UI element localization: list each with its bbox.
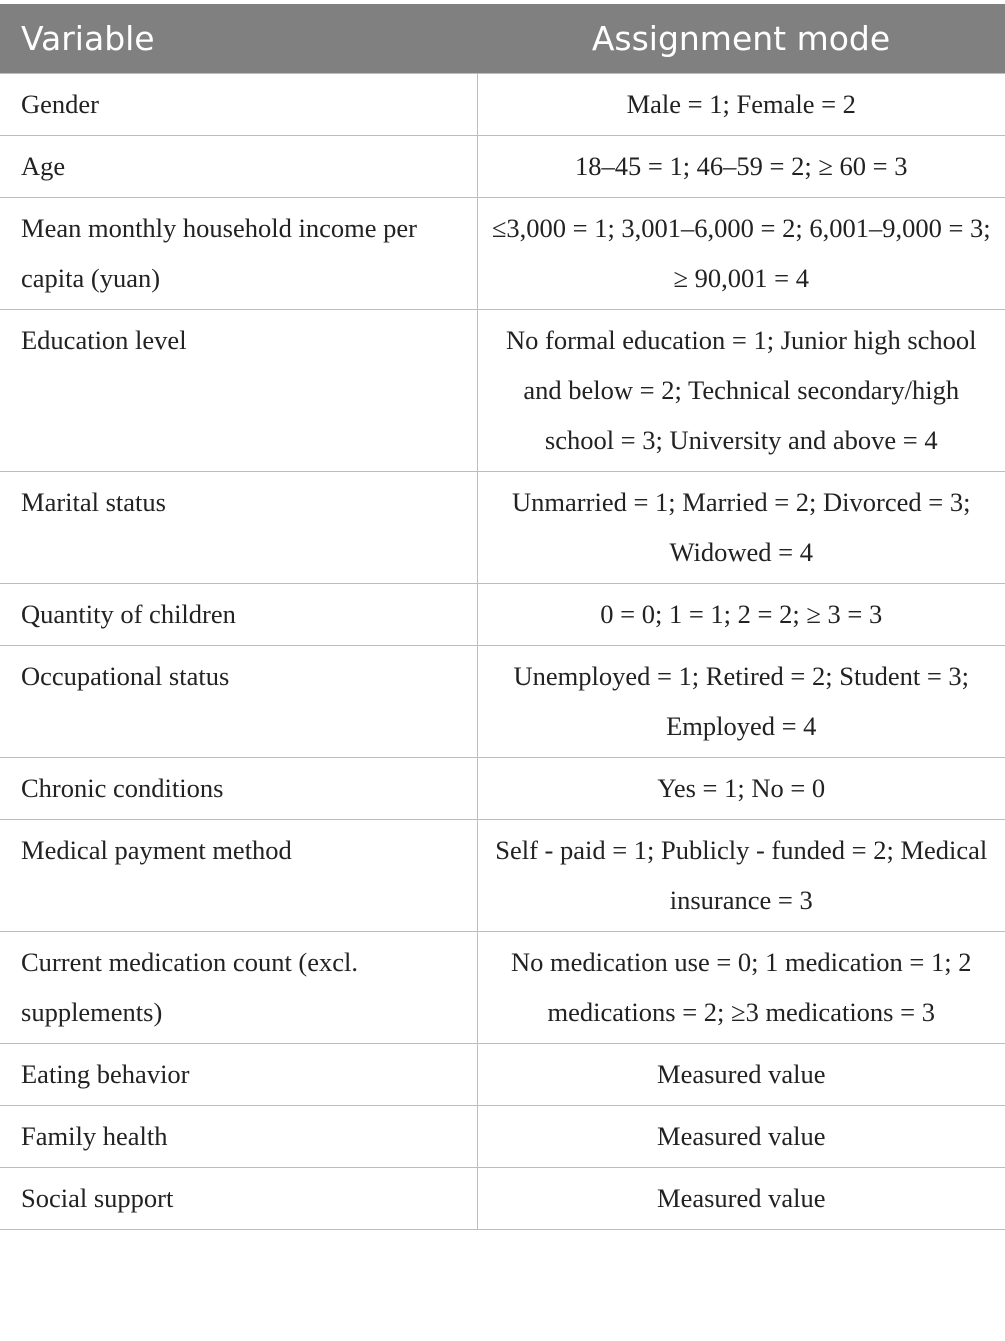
variable-cell: Marital status: [0, 472, 477, 584]
assignment-cell: Unemployed = 1; Retired = 2; Student = 3; Employed = 4: [477, 646, 1005, 758]
table-row: [0, 820, 1005, 932]
variable-cell: Chronic conditions: [0, 758, 477, 820]
assignment-cell: Yes = 1; No = 0: [477, 758, 1005, 820]
assignment-cell: Self - paid = 1; Publicly - funded = 2; Medical insurance = 3: [477, 820, 1005, 932]
variable-cell: Current medication count (excl. supplements): [0, 932, 477, 1044]
variable-cell: Eating behavior: [0, 1044, 477, 1106]
table-row: [0, 310, 1005, 472]
header-assignment-mode: Assignment mode: [477, 4, 1005, 74]
table-header-row: [0, 4, 1005, 74]
table-row: [0, 584, 1005, 646]
table-row: [0, 758, 1005, 820]
variable-cell: Social support: [0, 1168, 477, 1230]
variable-cell: Family health: [0, 1106, 477, 1168]
assignment-cell: No medication use = 0; 1 medication = 1; 2 medications = 2; ≥3 medications = 3: [477, 932, 1005, 1044]
assignment-table: [0, 4, 1005, 1230]
table-row: [0, 932, 1005, 1044]
table-row: [0, 74, 1005, 136]
table-row: [0, 136, 1005, 198]
variable-cell: Education level: [0, 310, 477, 472]
variable-cell: Gender: [0, 74, 477, 136]
assignment-cell: No formal education = 1; Junior high school and below = 2; Technical secondary/high school = 3; University and above = 4: [477, 310, 1005, 472]
assignment-cell: Measured value: [477, 1044, 1005, 1106]
assignment-cell: Measured value: [477, 1106, 1005, 1168]
assignment-cell: Measured value: [477, 1168, 1005, 1230]
table-row: [0, 1044, 1005, 1106]
variable-cell: Occupational status: [0, 646, 477, 758]
assignment-cell: 18–45 = 1; 46–59 = 2; ≥ 60 = 3: [477, 136, 1005, 198]
variable-cell: Mean monthly household income per capita (yuan): [0, 198, 477, 310]
assignment-cell: ≤3,000 = 1; 3,001–6,000 = 2; 6,001–9,000 = 3; ≥ 90,001 = 4: [477, 198, 1005, 310]
variable-cell: Age: [0, 136, 477, 198]
assignment-cell: Male = 1; Female = 2: [477, 74, 1005, 136]
table-row: [0, 472, 1005, 584]
variable-cell: Medical payment method: [0, 820, 477, 932]
table-row: [0, 198, 1005, 310]
header-variable: Variable: [0, 4, 477, 74]
table-row: [0, 1168, 1005, 1230]
table-row: [0, 1106, 1005, 1168]
assignment-cell: Unmarried = 1; Married = 2; Divorced = 3; Widowed = 4: [477, 472, 1005, 584]
variable-cell: Quantity of children: [0, 584, 477, 646]
assignment-cell: 0 = 0; 1 = 1; 2 = 2; ≥ 3 = 3: [477, 584, 1005, 646]
table-row: [0, 646, 1005, 758]
